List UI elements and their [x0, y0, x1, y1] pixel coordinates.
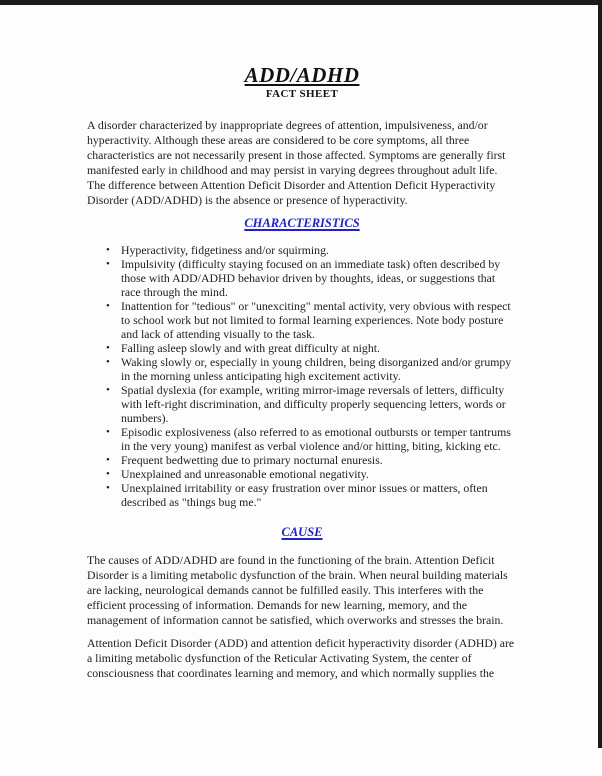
cause-paragraph-2: Attention Deficit Disorder (ADD) and attention deficit hyperactivity disorder (ADHD) are a limiting metabolic dysfunction of the Reticular Activating System, the center of consciousness that coordinates learning and memory, and which normally supplies the: [87, 636, 515, 680]
section-heading-cause: CAUSE: [281, 525, 323, 539]
list-item-episodic-explosiveness: • Episodic explosiveness (also referred to as emotional outbursts or temper tantrums in the very young) manifest as verbal violence and/or hitting, biting, kicking etc.: [106, 425, 511, 453]
list-item-spatial-dyslexia: • Spatial dyslexia (for example, writing mirror-image reversals of letters, difficulty with left-right discrimination, and difficulty properly sequencing letters, words or numbers).: [106, 383, 506, 425]
list-item-impulsivity: • Impulsivity (difficulty staying focused on an immediate task) often described by those with ADD/ADHD behavior driven by thoughts, ideas, or suggestions that race through the mind.: [106, 257, 501, 299]
list-item-inattention: • Inattention for "tedious" or "unexciting" mental activity, very obvious with respect to school work but not limited to formal learning experiences. Note body posture and lack of attending visually to the task.: [106, 299, 511, 341]
list-item-falling-asleep: • Falling asleep slowly and with great difficulty at night.: [106, 341, 380, 355]
bullet-icon: •: [106, 454, 110, 466]
bullet-icon: •: [106, 482, 110, 494]
bullet-icon: •: [106, 244, 110, 256]
list-item-irritability: • Unexplained irritability or easy frustration over minor issues or matters, often described as "things bug me.": [106, 481, 488, 509]
bullet-icon: •: [106, 384, 110, 396]
cause-paragraph-1: The causes of ADD/ADHD are found in the functioning of the brain. Attention Deficit Disorder is a limiting metabolic dysfunction of the brain. When neural building materials are lacking, neurological demands cannot be fulfilled easily. This interferes with the efficient processing of information. Demands for new learning, memory, and the management of information cannot be satisfied, which overworks and stresses the brain.: [87, 553, 508, 627]
characteristics-list: [87, 243, 517, 509]
list-item-emotional-negativity: • Unexplained and unreasonable emotional negativity.: [106, 467, 369, 481]
bullet-icon: •: [106, 468, 110, 480]
intro-paragraph: A disorder characterized by inappropriate degrees of attention, impulsiveness, and/or hyperactivity. Although these areas are considered to be core symptoms, all three characteristics are not necessarily present in those affected. Symptoms are generally first manifested early in childhood and may persist in varying degrees throughout adult life. The difference between Attention Deficit Disorder and Attention Deficit Hyperactivity Disorder (ADD/ADHD) is the absence or presence of hyperactivity.: [87, 118, 506, 207]
page-subtitle: FACT SHEET: [265, 88, 339, 100]
bullet-icon: •: [106, 426, 110, 438]
section-heading-characteristics: CHARACTERISTICS: [244, 216, 360, 230]
list-item-hyperactivity: • Hyperactivity, fidgetiness and/or squirming.: [106, 243, 329, 257]
bullet-icon: •: [106, 356, 110, 368]
bullet-icon: •: [106, 258, 110, 270]
bullet-icon: •: [106, 300, 110, 312]
bullet-icon: •: [106, 342, 110, 354]
list-item-waking-slowly: • Waking slowly or, especially in young children, being disorganized and/or grumpy in the morning unless anticipating high excitement activity.: [106, 355, 512, 383]
page-title: ADD/ADHD: [244, 63, 360, 87]
list-item-bedwetting: • Frequent bedwetting due to primary nocturnal enuresis.: [106, 453, 383, 467]
